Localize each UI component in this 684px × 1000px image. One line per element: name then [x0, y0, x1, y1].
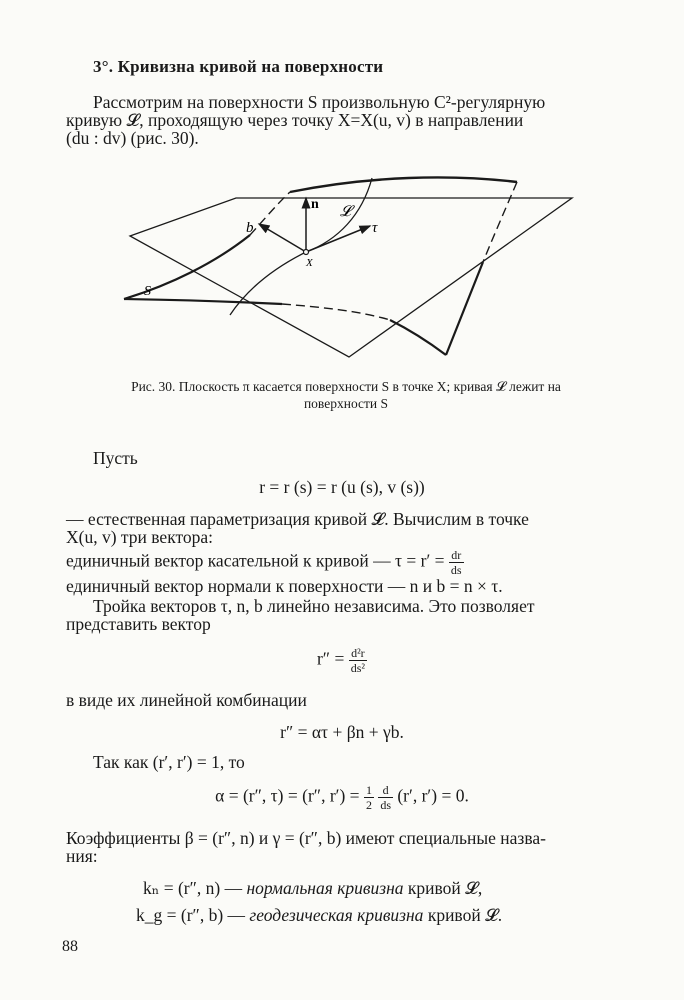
natural-line-2: X(u, v) три вектора: — [66, 527, 214, 547]
surface-hidden-bottom — [282, 304, 390, 320]
kg-formula: k_g = (r″, b) — [136, 905, 224, 925]
pust-text: Пусть — [93, 448, 138, 468]
tangent-plane — [130, 198, 572, 357]
eq-alpha-half-den: 2 — [365, 798, 372, 812]
vector-tau — [306, 226, 370, 252]
label-n: n — [311, 197, 319, 212]
kn-formula: kₙ = (r″, n) — [143, 878, 221, 898]
eq-parametrization: r = r (s) = r (u (s), v (s)) — [259, 477, 425, 497]
figure-caption — [66, 378, 626, 412]
surface-bottom-edge — [124, 299, 282, 304]
since-text: Так как (r′, r′) = 1, то — [93, 752, 245, 772]
tangent-line — [66, 548, 464, 577]
section-heading: 3°. Кривизна кривой на поверхности — [93, 57, 384, 76]
intro-line-2: кривую 𝓛, проходящую через точку X=X(u, v) в направлении — [66, 110, 524, 130]
eq-alpha — [0, 783, 684, 812]
triple-line-2: представить вектор — [66, 614, 211, 634]
normal-curvature-line — [143, 878, 482, 899]
eq-second-derivative — [0, 646, 684, 675]
eq-combination: r″ = ατ + βn + γb. — [280, 722, 404, 742]
eq-r2-num: d²r — [349, 646, 367, 661]
kg-dash: — — [227, 905, 246, 925]
eq-alpha-d-den: ds — [380, 798, 391, 812]
surface-bottom-edge-right — [390, 320, 446, 355]
label-tau: τ — [372, 220, 378, 236]
natural-line-1: — естественная параметризация кривой 𝓛. Вычислим в точке — [66, 509, 529, 529]
label-b: b — [246, 220, 254, 236]
vector-b — [259, 224, 306, 252]
eq-alpha-deriv — [378, 783, 393, 812]
kn-term: нормальная кривизна — [246, 878, 404, 898]
surface-right-edge — [446, 262, 483, 355]
eq-r2-fraction — [349, 646, 367, 675]
surface-inner-curve — [230, 252, 306, 315]
eq-alpha-half-num: 1 — [365, 783, 372, 797]
curve-L — [306, 178, 372, 252]
tangent-num: dr — [449, 548, 464, 563]
eq-alpha-d-num: d — [378, 783, 393, 798]
normal-line: единичный вектор нормали к поверхности — n и b = n × τ. — [66, 576, 503, 596]
combo-text: в виде их линейной комбинации — [66, 690, 307, 710]
intro-line-1: Рассмотрим на поверхности S произвольную C²-регулярную — [93, 92, 546, 112]
eq-alpha-right: (r′, r′) = 0. — [397, 785, 469, 806]
point-X — [304, 250, 309, 255]
eq-alpha-half — [364, 783, 374, 812]
label-X: X — [306, 257, 313, 269]
coef-line-2: ния: — [66, 846, 98, 866]
eq-r2-left: r″ = — [316, 648, 345, 669]
caption-line-2: поверхности S — [303, 396, 389, 411]
tangent-text: единичный вектор касательной к кривой — τ = r′ = — [66, 550, 445, 571]
page-number: 88 — [62, 938, 78, 955]
triple-line-1: Тройка векторов τ, n, b линейно независима. Это позволяет — [93, 596, 535, 616]
tangent-fraction — [449, 548, 464, 577]
kn-tail: кривой 𝓛, — [407, 878, 483, 898]
intro-line-3: (du : dv) (рис. 30). — [66, 128, 199, 148]
eq-r2-den: ds² — [350, 661, 366, 675]
kg-tail: кривой 𝓛. — [427, 905, 503, 925]
kg-term: геодезическая кривизна — [249, 905, 424, 925]
eq-alpha-left: α = (r″, τ) = (r″, r′) = — [215, 785, 360, 806]
surface-top-edge — [290, 177, 517, 192]
caption-line-1: Рис. 30. Плоскость π касается поверхности S в точке X; кривая 𝓛 лежит на — [131, 379, 561, 394]
label-S: S — [144, 284, 151, 299]
tangent-den: ds — [450, 563, 462, 577]
label-L: 𝓛 — [340, 204, 351, 220]
kn-dash: — — [224, 878, 243, 898]
geodesic-curvature-line — [136, 905, 502, 926]
coef-line-1: Коэффициенты β = (r″, n) и γ = (r″, b) имеют специальные назва- — [66, 828, 546, 848]
